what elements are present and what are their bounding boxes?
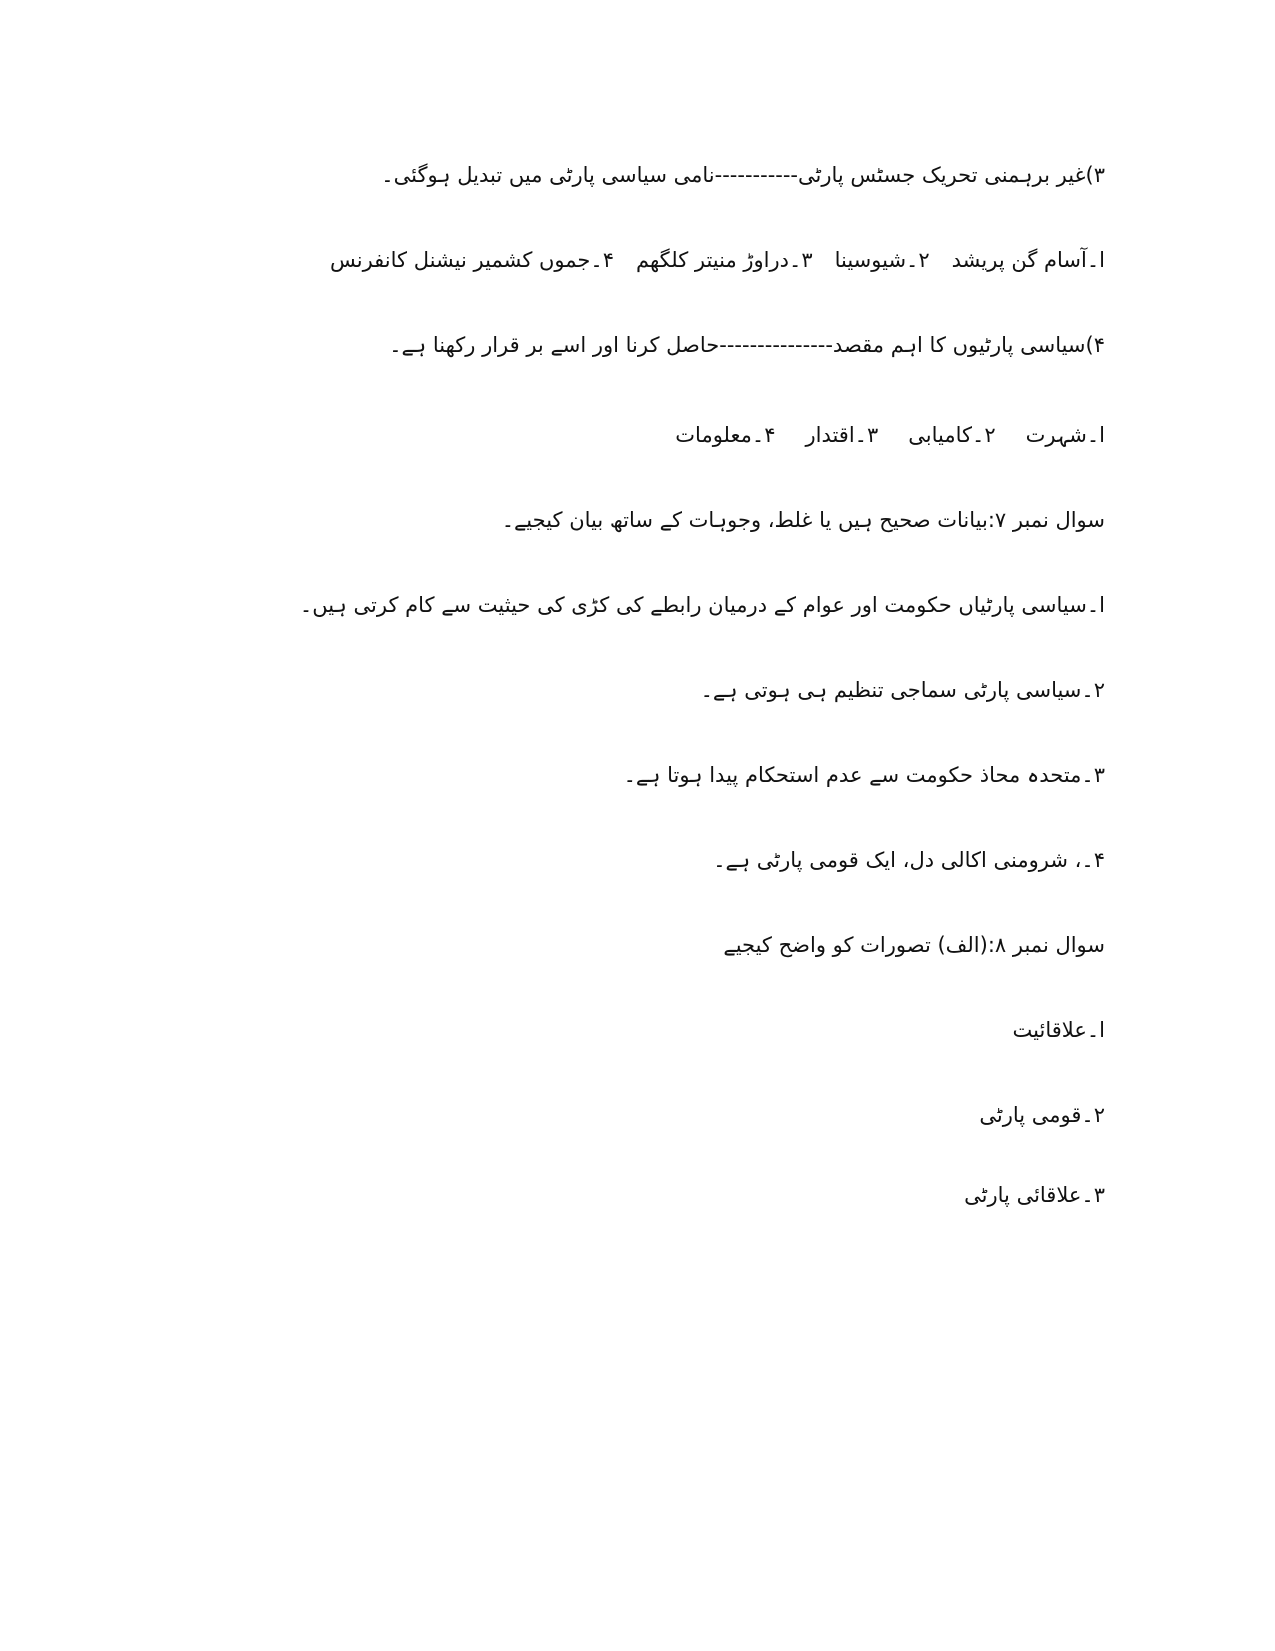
option-2: ۲۔کامیابی [908,423,996,447]
question-4: ۴)سیاسی پارٹیوں کا اہم مقصد---------------حاصل کرنا اور اسے بر قرار رکھنا ہے۔ [389,333,1105,357]
question-3: ۳)غیر برہمنی تحریک جسٹس پارٹی-----------نامی سیاسی پارٹی میں تبدیل ہوگئی۔ [381,163,1105,187]
option-2: ۲۔شیوسینا [834,248,930,272]
statement-4: ۴۔، شرومنی اکالی دل، ایک قومی پارٹی ہے۔ [713,848,1105,872]
option-1: ا۔شہرت [1025,423,1105,447]
concept-1: ا۔علاقائیت [1012,1018,1105,1042]
option-4: ۴۔جموں کشمیر نیشنل کانفرنس [329,248,614,272]
option-1: ا۔آسام گن پریشد [951,248,1105,272]
question-4-options [675,420,1105,450]
concept-3: ۳۔علاقائی پارٹی [964,1183,1105,1207]
statement-2: ۲۔سیاسی پارٹی سماجی تنظیم ہی ہوتی ہے۔ [700,678,1105,702]
option-4: ۴۔معلومات [675,423,776,447]
option-3: ۳۔دراوڑ منیتر کلگھم [636,248,813,272]
option-3: ۳۔اقتدار [805,423,879,447]
question-3-options [330,245,1105,275]
statement-3: ۳۔متحدہ محاذ حکومت سے عدم استحکام پیدا ہوتا ہے۔ [623,763,1105,787]
statement-1: ا۔سیاسی پارٹیاں حکومت اور عوام کے درمیان رابطے کی کڑی کی حیثیت سے کام کرتی ہیں۔ [299,593,1105,617]
concept-2: ۲۔قومی پارٹی [979,1103,1105,1127]
section-8-heading: سوال نمبر ۸:(الف) تصورات کو واضح کیجیے [723,933,1105,957]
section-7-heading: سوال نمبر ۷:بیانات صحیح ہیں یا غلط، وجوہات کے ساتھ بیان کیجیے۔ [501,508,1105,532]
